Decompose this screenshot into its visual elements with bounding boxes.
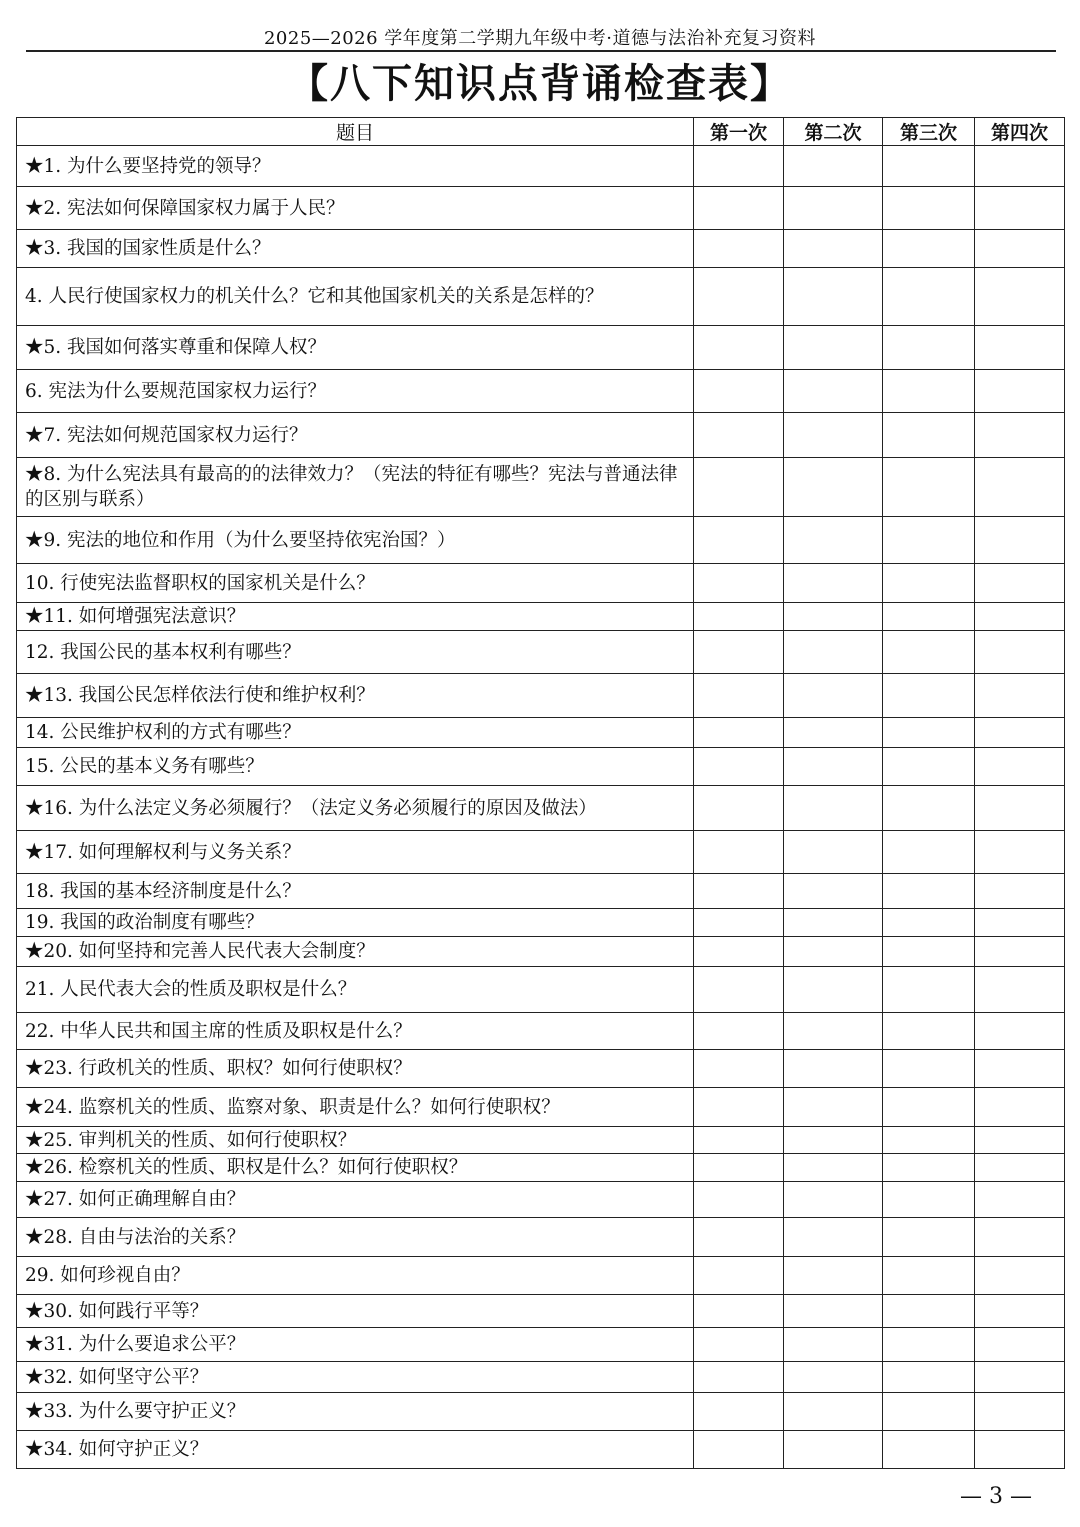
table-row	[17, 1088, 1065, 1127]
check-cell-round-1[interactable]	[694, 874, 784, 909]
check-cell-round-3[interactable]	[883, 326, 975, 370]
check-cell-round-1[interactable]	[694, 268, 784, 326]
check-cell-round-1[interactable]	[694, 1431, 784, 1469]
check-cell-round-2[interactable]	[784, 413, 883, 458]
check-cell-round-4[interactable]	[975, 718, 1065, 748]
check-cell-round-1[interactable]	[694, 146, 784, 187]
question-cell: 10. 行使宪法监督职权的国家机关是什么？	[17, 564, 694, 603]
table-row	[17, 413, 1065, 458]
check-cell-round-3[interactable]	[883, 748, 975, 786]
check-cell-round-1[interactable]	[694, 909, 784, 937]
check-cell-round-2[interactable]	[784, 603, 883, 631]
question-cell: ★25. 审判机关的性质、如何行使职权？	[17, 1127, 694, 1154]
check-cell-round-1[interactable]	[694, 1362, 784, 1393]
check-cell-round-1[interactable]	[694, 1295, 784, 1328]
question-cell: 6. 宪法为什么要规范国家权力运行？	[17, 370, 694, 413]
check-cell-round-2[interactable]	[784, 1088, 883, 1127]
check-cell-round-3[interactable]	[883, 268, 975, 326]
check-cell-round-1[interactable]	[694, 631, 784, 674]
check-cell-round-2[interactable]	[784, 230, 883, 268]
check-cell-round-3[interactable]	[883, 1362, 975, 1393]
check-cell-round-4[interactable]	[975, 603, 1065, 631]
check-cell-round-3[interactable]	[883, 458, 975, 517]
check-cell-round-3[interactable]	[883, 1218, 975, 1257]
check-cell-round-4[interactable]	[975, 786, 1065, 831]
check-cell-round-1[interactable]	[694, 1257, 784, 1295]
check-cell-round-2[interactable]	[784, 874, 883, 909]
question-cell: ★17. 如何理解权利与义务关系？	[17, 831, 694, 874]
question-cell: ★20. 如何坚持和完善人民代表大会制度？	[17, 937, 694, 967]
check-cell-round-2[interactable]	[784, 326, 883, 370]
table-row	[17, 370, 1065, 413]
check-cell-round-3[interactable]	[883, 230, 975, 268]
question-cell: 22. 中华人民共和国主席的性质及职权是什么？	[17, 1013, 694, 1050]
check-cell-round-2[interactable]	[784, 1393, 883, 1431]
check-cell-round-3[interactable]	[883, 1328, 975, 1362]
check-cell-round-3[interactable]	[883, 831, 975, 874]
check-cell-round-2[interactable]	[784, 718, 883, 748]
check-cell-round-1[interactable]	[694, 458, 784, 517]
check-cell-round-4[interactable]	[975, 1393, 1065, 1431]
header-question: 题目	[17, 118, 694, 146]
check-cell-round-2[interactable]	[784, 1154, 883, 1182]
table-row	[17, 517, 1065, 564]
check-cell-round-2[interactable]	[784, 1050, 883, 1088]
check-cell-round-3[interactable]	[883, 674, 975, 718]
check-cell-round-1[interactable]	[694, 187, 784, 230]
check-cell-round-1[interactable]	[694, 1127, 784, 1154]
check-cell-round-4[interactable]	[975, 230, 1065, 268]
check-cell-round-2[interactable]	[784, 1013, 883, 1050]
check-cell-round-2[interactable]	[784, 1431, 883, 1469]
check-cell-round-2[interactable]	[784, 674, 883, 718]
check-cell-round-2[interactable]	[784, 967, 883, 1013]
table-row	[17, 1295, 1065, 1328]
check-cell-round-2[interactable]	[784, 1182, 883, 1218]
check-cell-round-3[interactable]	[883, 517, 975, 564]
question-cell: ★26. 检察机关的性质、职权是什么？如何行使职权？	[17, 1154, 694, 1182]
table-row	[17, 1328, 1065, 1362]
question-cell: ★33. 为什么要守护正义？	[17, 1393, 694, 1431]
check-cell-round-2[interactable]	[784, 370, 883, 413]
check-cell-round-3[interactable]	[883, 1257, 975, 1295]
header-rule	[26, 50, 1056, 52]
table-row	[17, 674, 1065, 718]
check-cell-round-2[interactable]	[784, 1328, 883, 1362]
check-cell-round-4[interactable]	[975, 268, 1065, 326]
table-row	[17, 458, 1065, 517]
page-title: 【八下知识点背诵检查表】	[288, 61, 792, 107]
running-header: 2025—2026 学年度第二学期九年级中考·道德与法治补充复习资料	[263, 28, 817, 49]
question-cell: ★31. 为什么要追求公平？	[17, 1328, 694, 1362]
question-cell: ★24. 监察机关的性质、监察对象、职责是什么？如何行使职权？	[17, 1088, 694, 1127]
check-cell-round-3[interactable]	[883, 1050, 975, 1088]
check-cell-round-4[interactable]	[975, 1127, 1065, 1154]
check-cell-round-3[interactable]	[883, 937, 975, 967]
check-cell-round-3[interactable]	[883, 1088, 975, 1127]
question-cell: 15. 公民的基本义务有哪些？	[17, 748, 694, 786]
table-row	[17, 1050, 1065, 1088]
question-cell: ★23. 行政机关的性质、职权？如何行使职权？	[17, 1050, 694, 1088]
check-cell-round-1[interactable]	[694, 748, 784, 786]
question-cell: 21. 人民代表大会的性质及职权是什么？	[17, 967, 694, 1013]
header-round-1: 第一次	[694, 118, 784, 146]
question-cell: ★34. 如何守护正义？	[17, 1431, 694, 1469]
table-row	[17, 1127, 1065, 1154]
check-cell-round-3[interactable]	[883, 631, 975, 674]
check-cell-round-3[interactable]	[883, 146, 975, 187]
check-cell-round-2[interactable]	[784, 187, 883, 230]
header-round-3: 第三次	[883, 118, 975, 146]
check-cell-round-1[interactable]	[694, 1218, 784, 1257]
check-cell-round-4[interactable]	[975, 1013, 1065, 1050]
check-cell-round-1[interactable]	[694, 1088, 784, 1127]
table-row	[17, 1393, 1065, 1431]
check-cell-round-4[interactable]	[975, 1295, 1065, 1328]
check-cell-round-3[interactable]	[883, 1295, 975, 1328]
question-cell: ★3. 我国的国家性质是什么？	[17, 230, 694, 268]
question-cell: ★7. 宪法如何规范国家权力运行？	[17, 413, 694, 458]
check-cell-round-4[interactable]	[975, 937, 1065, 967]
question-cell: 18. 我国的基本经济制度是什么？	[17, 874, 694, 909]
question-cell: ★8. 为什么宪法具有最高的的法律效力？（宪法的特征有哪些？宪法与普通法律的区别与联系）	[17, 458, 694, 517]
check-cell-round-2[interactable]	[784, 517, 883, 564]
table-row	[17, 831, 1065, 874]
table-row	[17, 631, 1065, 674]
header-round-4: 第四次	[975, 118, 1065, 146]
check-cell-round-1[interactable]	[694, 517, 784, 564]
question-cell: 29. 如何珍视自由？	[17, 1257, 694, 1295]
check-cell-round-3[interactable]	[883, 1154, 975, 1182]
check-cell-round-2[interactable]	[784, 268, 883, 326]
page-number: — 3 —	[960, 1484, 1032, 1509]
check-cell-round-1[interactable]	[694, 564, 784, 603]
check-cell-round-1[interactable]	[694, 967, 784, 1013]
question-cell: 19. 我国的政治制度有哪些？	[17, 909, 694, 937]
table-row	[17, 326, 1065, 370]
check-cell-round-4[interactable]	[975, 1088, 1065, 1127]
check-cell-round-1[interactable]	[694, 1013, 784, 1050]
check-cell-round-2[interactable]	[784, 909, 883, 937]
check-cell-round-1[interactable]	[694, 937, 784, 967]
check-cell-round-1[interactable]	[694, 413, 784, 458]
check-cell-round-2[interactable]	[784, 1257, 883, 1295]
check-cell-round-4[interactable]	[975, 1154, 1065, 1182]
check-cell-round-2[interactable]	[784, 748, 883, 786]
table-row	[17, 603, 1065, 631]
check-cell-round-4[interactable]	[975, 458, 1065, 517]
check-cell-round-4[interactable]	[975, 413, 1065, 458]
check-cell-round-1[interactable]	[694, 326, 784, 370]
check-cell-round-4[interactable]	[975, 187, 1065, 230]
check-cell-round-2[interactable]	[784, 631, 883, 674]
check-cell-round-2[interactable]	[784, 1295, 883, 1328]
check-cell-round-3[interactable]	[883, 786, 975, 831]
check-cell-round-2[interactable]	[784, 146, 883, 187]
check-cell-round-4[interactable]	[975, 909, 1065, 937]
table-row	[17, 909, 1065, 937]
question-cell: ★2. 宪法如何保障国家权力属于人民？	[17, 187, 694, 230]
question-cell: ★5. 我国如何落实尊重和保障人权？	[17, 326, 694, 370]
check-cell-round-1[interactable]	[694, 786, 784, 831]
question-cell: 4. 人民行使国家权力的机关什么？它和其他国家机关的关系是怎样的？	[17, 268, 694, 326]
table-row	[17, 1218, 1065, 1257]
check-cell-round-3[interactable]	[883, 1127, 975, 1154]
check-cell-round-2[interactable]	[784, 564, 883, 603]
check-cell-round-1[interactable]	[694, 1182, 784, 1218]
check-cell-round-4[interactable]	[975, 370, 1065, 413]
check-cell-round-4[interactable]	[975, 1328, 1065, 1362]
check-cell-round-3[interactable]	[883, 187, 975, 230]
question-cell: 14. 公民维护权利的方式有哪些？	[17, 718, 694, 748]
check-cell-round-4[interactable]	[975, 1218, 1065, 1257]
table-row	[17, 268, 1065, 326]
check-cell-round-2[interactable]	[784, 831, 883, 874]
check-cell-round-3[interactable]	[883, 718, 975, 748]
check-cell-round-2[interactable]	[784, 1362, 883, 1393]
check-cell-round-1[interactable]	[694, 1154, 784, 1182]
question-cell: ★30. 如何践行平等？	[17, 1295, 694, 1328]
check-cell-round-1[interactable]	[694, 1393, 784, 1431]
check-cell-round-4[interactable]	[975, 1431, 1065, 1469]
check-cell-round-1[interactable]	[694, 718, 784, 748]
table-row	[17, 1013, 1065, 1050]
question-cell: 12. 我国公民的基本权利有哪些？	[17, 631, 694, 674]
check-cell-round-4[interactable]	[975, 1050, 1065, 1088]
table-row	[17, 564, 1065, 603]
check-cell-round-4[interactable]	[975, 1362, 1065, 1393]
table-row	[17, 1182, 1065, 1218]
check-cell-round-2[interactable]	[784, 1127, 883, 1154]
check-cell-round-4[interactable]	[975, 967, 1065, 1013]
check-cell-round-3[interactable]	[883, 413, 975, 458]
check-cell-round-1[interactable]	[694, 1050, 784, 1088]
checklist-table	[16, 117, 1065, 1469]
check-cell-round-1[interactable]	[694, 1328, 784, 1362]
table-row	[17, 1362, 1065, 1393]
check-cell-round-2[interactable]	[784, 786, 883, 831]
check-cell-round-2[interactable]	[784, 937, 883, 967]
table-row	[17, 874, 1065, 909]
check-cell-round-1[interactable]	[694, 370, 784, 413]
check-cell-round-3[interactable]	[883, 370, 975, 413]
check-cell-round-3[interactable]	[883, 909, 975, 937]
check-cell-round-4[interactable]	[975, 831, 1065, 874]
check-cell-round-4[interactable]	[975, 326, 1065, 370]
check-cell-round-1[interactable]	[694, 674, 784, 718]
table-row	[17, 1154, 1065, 1182]
check-cell-round-4[interactable]	[975, 631, 1065, 674]
table-header-row	[17, 118, 1065, 146]
question-cell: ★16. 为什么法定义务必须履行？（法定义务必须履行的原因及做法）	[17, 786, 694, 831]
check-cell-round-1[interactable]	[694, 831, 784, 874]
table-row	[17, 230, 1065, 268]
check-cell-round-4[interactable]	[975, 564, 1065, 603]
table-row	[17, 146, 1065, 187]
question-cell: ★1. 为什么要坚持党的领导？	[17, 146, 694, 187]
check-cell-round-3[interactable]	[883, 1182, 975, 1218]
table-row	[17, 1431, 1065, 1469]
check-cell-round-4[interactable]	[975, 1182, 1065, 1218]
table-row	[17, 967, 1065, 1013]
check-cell-round-3[interactable]	[883, 1431, 975, 1469]
table-row	[17, 718, 1065, 748]
check-cell-round-2[interactable]	[784, 1218, 883, 1257]
check-cell-round-3[interactable]	[883, 874, 975, 909]
check-cell-round-1[interactable]	[694, 603, 784, 631]
table-row	[17, 937, 1065, 967]
question-cell: ★32. 如何坚守公平？	[17, 1362, 694, 1393]
check-cell-round-3[interactable]	[883, 967, 975, 1013]
question-cell: ★9. 宪法的地位和作用（为什么要坚持依宪治国？）	[17, 517, 694, 564]
check-cell-round-3[interactable]	[883, 564, 975, 603]
question-cell: ★13. 我国公民怎样依法行使和维护权利？	[17, 674, 694, 718]
check-cell-round-3[interactable]	[883, 1393, 975, 1431]
check-cell-round-4[interactable]	[975, 1257, 1065, 1295]
check-cell-round-4[interactable]	[975, 146, 1065, 187]
question-cell: ★11. 如何增强宪法意识？	[17, 603, 694, 631]
check-cell-round-3[interactable]	[883, 1013, 975, 1050]
check-cell-round-2[interactable]	[784, 458, 883, 517]
header-round-2: 第二次	[784, 118, 883, 146]
check-cell-round-4[interactable]	[975, 674, 1065, 718]
question-cell: ★27. 如何正确理解自由？	[17, 1182, 694, 1218]
check-cell-round-4[interactable]	[975, 874, 1065, 909]
question-cell: ★28. 自由与法治的关系？	[17, 1218, 694, 1257]
check-cell-round-1[interactable]	[694, 230, 784, 268]
check-cell-round-3[interactable]	[883, 603, 975, 631]
table-row	[17, 1257, 1065, 1295]
table-row	[17, 187, 1065, 230]
check-cell-round-4[interactable]	[975, 748, 1065, 786]
table-row	[17, 786, 1065, 831]
check-cell-round-4[interactable]	[975, 517, 1065, 564]
table-row	[17, 748, 1065, 786]
